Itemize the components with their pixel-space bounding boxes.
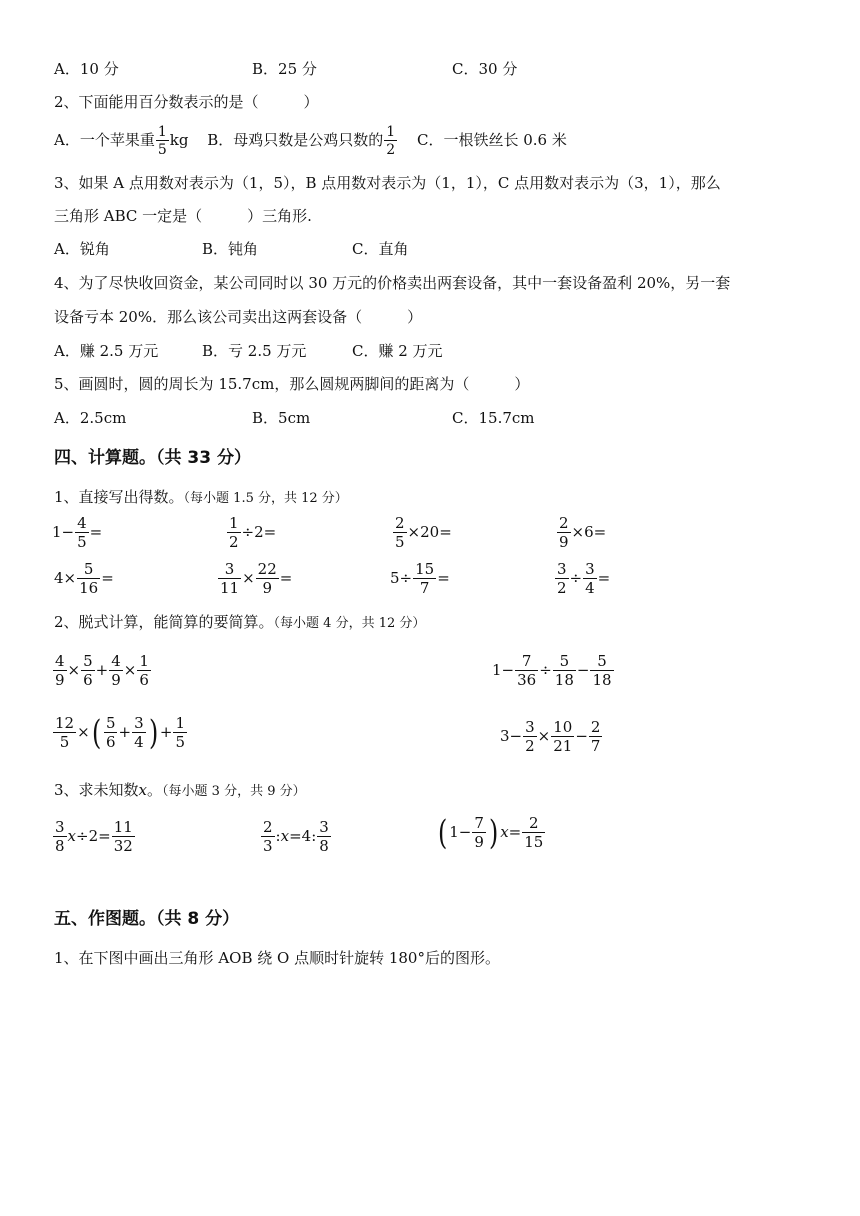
q3-option-a: A．锐角	[54, 240, 110, 258]
q3-option-b: B．钝角	[202, 240, 259, 258]
q3-line1: 3、如果 A 点用数对表示为（1，5），B 点用数对表示为（1，1），C 点用数对表示为（3，1），那么	[54, 174, 721, 192]
section4-p3: 3、求未知数x。（每小题 3 分，共 9 分）	[54, 781, 306, 799]
calc-1-1: 1− $\frac{4}{5}$ =	[52, 514, 103, 551]
calc-1-6: $\frac{3}{11}$ × $\frac{22}{9}$ =	[220, 560, 293, 597]
q1-option-c: C．30 分	[452, 60, 518, 78]
section5-title: 五、作图题。（共 8 分）	[54, 909, 240, 929]
q2-option-a: A．一个苹果重 $\frac{1}{5}$ kg	[54, 124, 189, 158]
q4-line1: 4、为了尽快收回资金，某公司同时以 30 万元的价格卖出两套设备，其中一套设备盈利 20%，另一套	[54, 274, 731, 292]
q4-option-a: A．赚 2.5 万元	[54, 342, 159, 360]
calc-2-1: $\frac{4}{9}$ × $\frac{5}{6}$ + $\frac{4}{9}$ × $\frac{1}{6}$	[55, 652, 149, 689]
calc-1-7: 5÷ $\frac{15}{7}$ =	[390, 560, 450, 597]
q4-option-c: C．赚 2 万元	[352, 342, 443, 360]
q5-option-a: A．2.5cm	[54, 409, 127, 427]
q2-option-c: C．一根铁丝长 0.6 米	[416, 131, 567, 149]
calc-1-2: $\frac{1}{2}$ ÷2=	[229, 514, 277, 551]
q5-stem: 5、画圆时，圆的周长为 15.7cm，那么圆规两脚间的距离为（ ）	[54, 375, 530, 393]
q4-option-b: B．亏 2.5 万元	[202, 342, 307, 360]
section4-p2: 2、脱式计算，能简算的要简算。（每小题 4 分，共 12 分）	[54, 613, 426, 631]
q2-option-b: B．母鸡只数是公鸡只数的 $\frac{1}{2}$	[207, 124, 396, 158]
calc-1-4: $\frac{2}{9}$ ×6=	[559, 514, 607, 551]
q1-option-a: A．10 分	[54, 60, 119, 78]
q4-line2: 设备亏本 20%．那么该公司卖出这两套设备（ ）	[54, 308, 423, 326]
calc-1-3: $\frac{2}{5}$ ×20=	[395, 514, 452, 551]
q1-option-b: B．25 分	[252, 60, 317, 78]
q3-option-c: C．直角	[352, 240, 409, 258]
q3-line2: 三角形 ABC 一定是（ ）三角形.	[54, 207, 312, 225]
calc-2-4: 3− $\frac{3}{2}$ × $\frac{10}{21}$ − $\frac{2}{7}$	[500, 718, 601, 755]
equation-1: $\frac{3}{8}$ x÷2= $\frac{11}{32}$	[55, 818, 133, 855]
q2-stem: 2、下面能用百分数表示的是（ ）	[54, 93, 319, 111]
calc-1-5: 4× $\frac{5}{16}$ =	[54, 560, 114, 597]
calc-2-3: $\frac{12}{5}$ ×( $\frac{5}{6}$ + $\frac{3}{4}$ ) + $\frac{1}{5}$	[55, 713, 185, 753]
section4-title: 四、计算题。（共 33 分）	[54, 448, 251, 468]
q2-options	[54, 125, 567, 157]
calc-2-2: 1− $\frac{7}{36}$ ÷ $\frac{5}{18}$ − $\frac{5}{18}$	[492, 652, 612, 689]
equation-2: $\frac{2}{3}$ :x=4: $\frac{3}{8}$	[263, 818, 329, 855]
equation-3: ( 1− $\frac{7}{9}$ ) x= $\frac{2}{15}$	[437, 813, 544, 853]
section4-p1: 1、直接写出得数。（每小题 1.5 分，共 12 分）	[54, 488, 348, 506]
q1-options	[54, 58, 119, 80]
calc-1-8: $\frac{3}{2}$ ÷ $\frac{3}{4}$ =	[557, 560, 611, 597]
q5-option-b: B．5cm	[252, 409, 311, 427]
section5-p1: 1、在下图中画出三角形 AOB 绕 O 点顺时针旋转 180°后的图形。	[54, 949, 500, 967]
q5-option-c: C．15.7cm	[452, 409, 535, 427]
